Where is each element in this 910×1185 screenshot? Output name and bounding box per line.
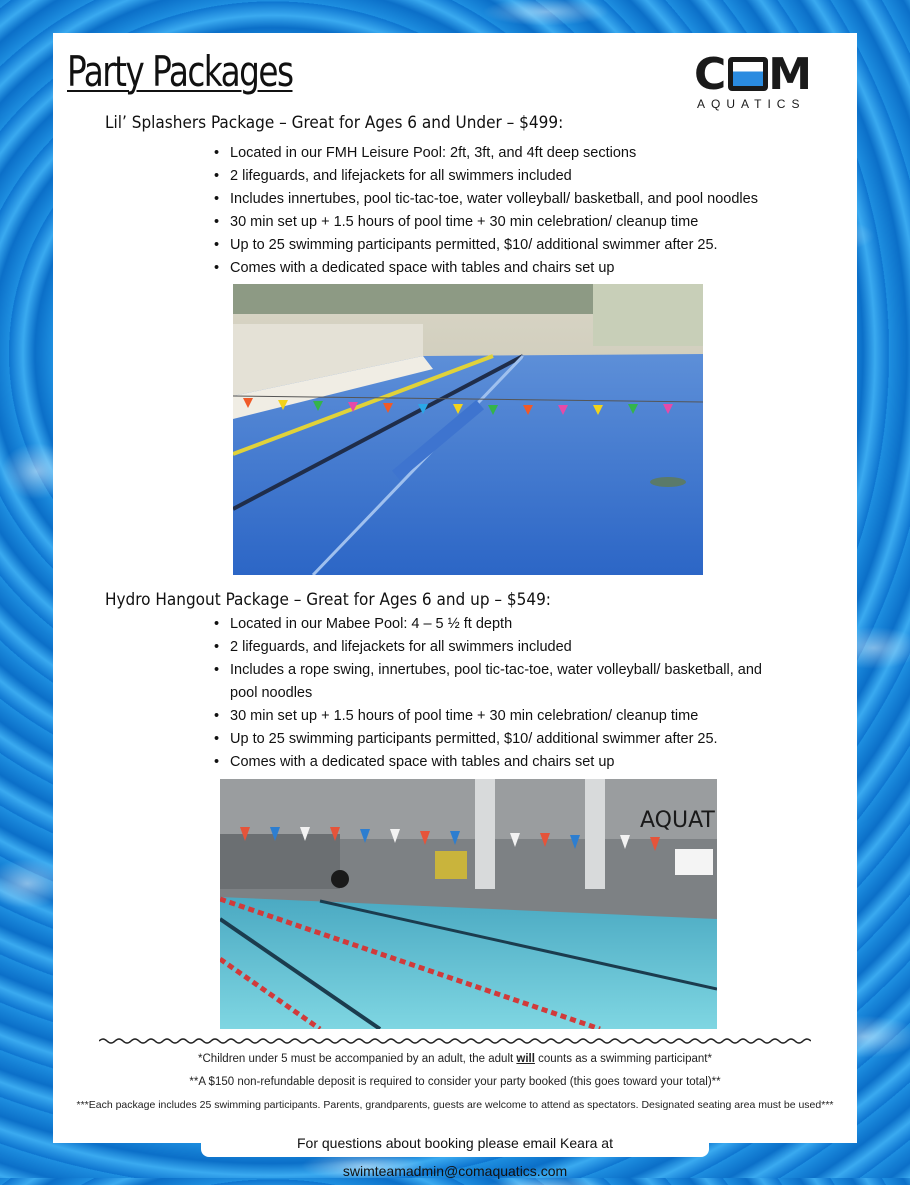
- package-features-hydro-hangout: [208, 613, 762, 774]
- list-item: • Comes with a dedicated space with tables and chairs set up: [230, 257, 758, 280]
- list-item: pool noodles: [230, 685, 313, 701]
- list-item: • 30 min set up + 1.5 hours of pool time + 30 min celebration/ cleanup time: [230, 705, 762, 728]
- com-aquatics-logo: [694, 49, 844, 111]
- package-heading-lil-splashers: Lil’ Splashers Package – Great for Ages 6 and Under – $499:: [105, 113, 564, 133]
- package-heading-hydro-hangout: Hydro Hangout Package – Great for Ages 6 and up – $549:: [105, 590, 551, 610]
- mabee-pool-photo: [220, 779, 717, 1029]
- list-item: • 2 lifeguards, and lifejackets for all swimmers included: [230, 636, 762, 659]
- list-item: • Includes a rope swing, innertubes, pool tic-tac-toe, water volleyball/ basketball, and: [230, 659, 762, 682]
- logo-subtitle: AQUATICS: [697, 97, 806, 111]
- package-features-lil-splashers: [208, 142, 758, 280]
- list-item: • 30 min set up + 1.5 hours of pool time + 30 min celebration/ cleanup time: [230, 211, 758, 234]
- flyer-page: [53, 33, 857, 1143]
- list-item: • Located in our FMH Leisure Pool: 2ft, 3ft, and 4ft deep sections: [230, 142, 758, 165]
- footnote-participants: ***Each package includes 25 swimming participants. Parents, grandparents, guests are welcome to attend as spectators. Designated seating area must be used***: [76, 1099, 834, 1111]
- page-title: Party Packages: [67, 47, 293, 96]
- logo-wave-icon: [728, 57, 768, 91]
- list-item: • Comes with a dedicated space with tables and chairs set up: [230, 751, 762, 774]
- list-item: • Up to 25 swimming participants permitted, $10/ additional swimmer after 25.: [230, 234, 758, 257]
- list-item: • Located in our Mabee Pool: 4 – 5 ½ ft depth: [230, 613, 762, 636]
- wavy-divider: [99, 1037, 811, 1045]
- leisure-pool-photo: [233, 284, 703, 575]
- contact-email-banner: For questions about booking please email Keara at swimteamadmin@comaquatics.com: [201, 1129, 709, 1157]
- photo-wall-text: AQUAT: [640, 808, 715, 833]
- footnote-children: *Children under 5 must be accompanied by an adult, the adult will counts as a swimming participant*: [198, 1053, 712, 1065]
- list-item: • Up to 25 swimming participants permitted, $10/ additional swimmer after 25.: [230, 728, 762, 751]
- footnote-deposit: **A $150 non-refundable deposit is required to consider your party booked (this goes toward your total)**: [189, 1076, 721, 1088]
- list-item: • 2 lifeguards, and lifejackets for all swimmers included: [230, 165, 758, 188]
- list-item: • Includes innertubes, pool tic-tac-toe, water volleyball/ basketball, and pool noodles: [230, 188, 758, 211]
- logo-wordmark: C M: [694, 49, 815, 100]
